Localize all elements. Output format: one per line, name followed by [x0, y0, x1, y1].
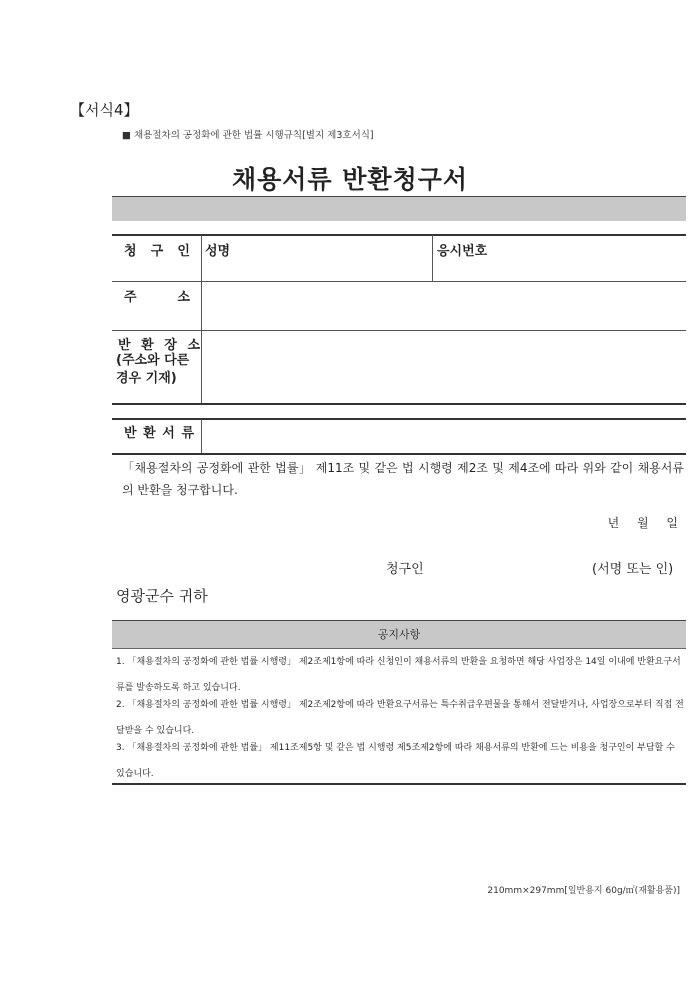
claimant-label — [124, 240, 190, 259]
table-top-border — [112, 234, 686, 236]
form-title: 채용서류 반환청구서 — [231, 165, 469, 194]
recipient: 영광군수 귀하 — [116, 587, 208, 605]
name-field[interactable] — [205, 262, 427, 278]
row-divider — [112, 281, 686, 282]
title-band — [112, 196, 686, 221]
notice-header — [112, 620, 686, 649]
row-divider — [112, 403, 686, 405]
column-divider — [432, 235, 433, 281]
name-label: 성명 — [205, 244, 231, 259]
notice-item: 3. 「채용절차의 공정화에 관한 법률」 제11조제5항 및 같은 법 시행령 제5조제2항에 따라 채용서류의 반환에 드는 비용을 청구인이 부담할 수 있습니다. — [116, 743, 675, 779]
return-place-label: 반 환 장 소 — [118, 338, 200, 353]
exam-number-label: 응시번호 — [437, 244, 488, 259]
signature-claimant-label: 청구인 — [386, 562, 424, 577]
row-divider — [112, 453, 686, 455]
request-statement: 「채용절차의 공정화에 관한 법률」 제11조 및 같은 법 시행령 제2조 및 제4조에 따라 위와 같이 채용서류의 반환을 청구합니다. — [122, 461, 684, 497]
documents-label: 반 환 서 류 — [124, 426, 194, 441]
return-place-field[interactable] — [205, 334, 682, 398]
form-reference: ■ 채용절차의 공정화에 관한 법률 시행규칙[별지 제3호서식] — [122, 130, 374, 141]
notice-item: 2. 「채용절차의 공정화에 관한 법률 시행령」 제2조제2항에 따라 반환요구서류는 특수취급우편물을 통해서 전달받거나, 사업장으로부터 직접 전달받을 수 있습니다. — [116, 700, 684, 736]
exam-number-field[interactable] — [437, 262, 682, 278]
documents-field[interactable] — [205, 422, 682, 450]
notice-item: 1. 「채용절차의 공정화에 관한 법률 시행령」 제2조제1항에 따라 신청인이 채용서류의 반환을 요청하면 해당 사업장은 14일 이내에 반환요구서류를 발송하도록 하고 있습니다. — [116, 657, 681, 693]
paper-spec-footer: 210mm×297mm[일반용지 60g/㎡(재활용품)] — [487, 886, 680, 896]
column-divider — [201, 235, 202, 403]
notice-bottom-border — [112, 783, 686, 785]
notice-title: 공지사항 — [377, 628, 421, 641]
return-place-note: (주소와 다른 경우 기재) — [116, 353, 190, 386]
date-line: 년 월 일 — [607, 516, 678, 530]
signature-sign-label: (서명 또는 인) — [592, 562, 674, 577]
row-divider — [112, 418, 686, 420]
address-label — [124, 286, 190, 305]
address-field[interactable] — [205, 286, 682, 326]
address-label-text: 주 소 — [124, 290, 190, 305]
column-divider — [201, 419, 202, 453]
row-divider — [112, 330, 686, 331]
form-number: 【서식4】 — [70, 101, 139, 119]
claimant-label-text: 청 구 인 — [124, 244, 190, 259]
